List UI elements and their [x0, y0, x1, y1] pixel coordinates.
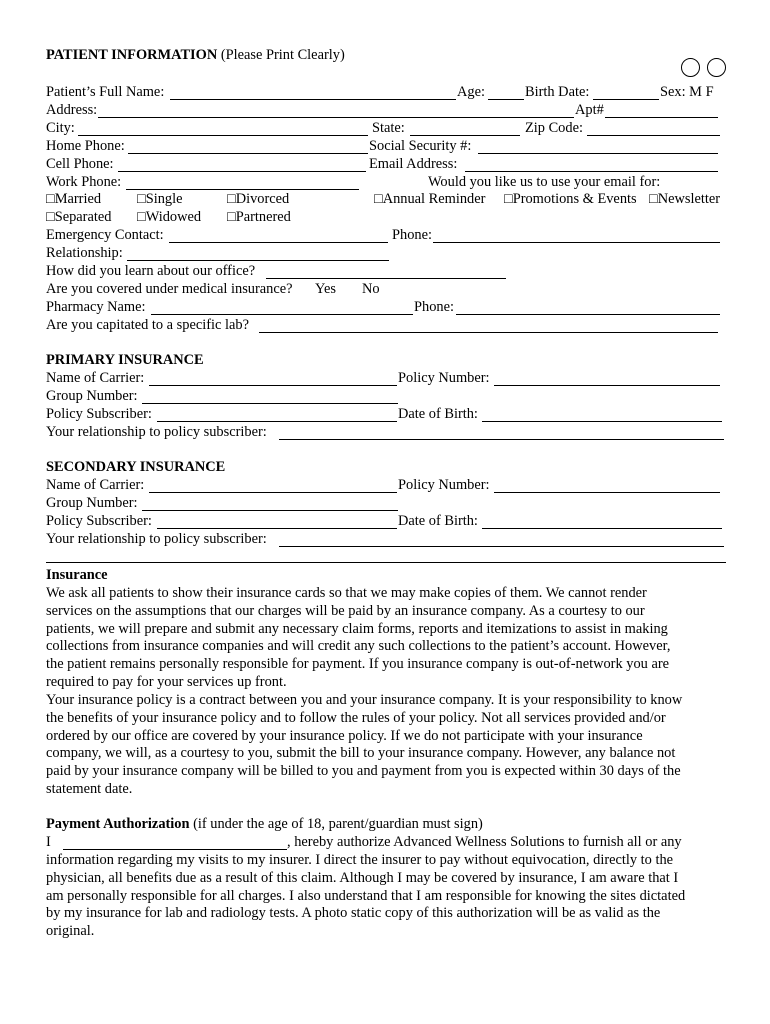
email-use-question: Would you like us to use your email for: [428, 174, 661, 190]
pharmacy-phone-field[interactable] [456, 299, 720, 315]
emergency-phone-field[interactable] [433, 227, 720, 243]
paragraph-line: company, we will, as a courtesy to you, submit the bill to your insurance company. However, any balance not [46, 745, 676, 762]
emergency-contact-field[interactable] [169, 227, 388, 243]
widowed-checkbox[interactable]: □Widowed [137, 209, 202, 225]
primary-policy-number-label: Policy Number: [398, 370, 490, 386]
referral-question: How did you learn about our office? [46, 263, 256, 279]
paragraph-line: am personally responsible for all charges. I also understand that I am responsible for knowing the sites dictated [46, 887, 686, 904]
relationship-label: Relationship: [46, 245, 123, 261]
primary-subscriber-label: Policy Subscriber: [46, 406, 152, 422]
paragraph-line: patients, we will prepare and submit any necessary claim forms, reports and itemizations to assist in making [46, 620, 668, 637]
married-checkbox[interactable]: □Married [46, 191, 102, 207]
zip-field[interactable] [587, 120, 720, 136]
divorced-checkbox[interactable]: □Divorced [227, 191, 290, 207]
insurance-question: Are you covered under medical insurance? [46, 281, 293, 297]
sex-label[interactable]: Sex: M F [660, 84, 714, 100]
full-name-label: Patient’s Full Name: [46, 84, 165, 100]
lab-field[interactable] [259, 317, 718, 333]
ssn-field[interactable] [478, 138, 718, 154]
pharmacy-phone-label: Phone: [414, 299, 454, 315]
secondary-relationship-field[interactable] [279, 531, 724, 547]
primary-relationship-label: Your relationship to policy subscriber: [46, 424, 267, 440]
paragraph-line: We ask all patients to show their insurance cards so that we may make copies of them. We cannot render [46, 585, 647, 601]
emergency-contact-label: Emergency Contact: [46, 227, 164, 243]
paragraph-line: the patient remains personally responsible for payment. If you insurance company is out-of-network you are [46, 656, 670, 673]
age-label: Age: [457, 84, 485, 100]
primary-group-number-field[interactable] [142, 388, 398, 404]
paragraph-line: services on the assumptions that our charges will be paid by an insurance company. As a courtesy to our [46, 602, 645, 619]
circle-icon [707, 58, 726, 77]
payment-authorization-heading [46, 815, 483, 833]
work-phone-label: Work Phone: [46, 174, 122, 190]
apt-label: Apt# [575, 102, 604, 118]
secondary-carrier-field[interactable] [149, 477, 397, 493]
paragraph-line: physician, all benefits due as a result of this claim. Although I may be covered by insurance, I am aware that I [46, 869, 679, 886]
paragraph-line: Your insurance policy is a contract between you and your insurance company. It is your responsibility to know [46, 692, 683, 708]
page-title [46, 46, 345, 64]
paragraph-line: statement date. [46, 781, 133, 797]
ssn-label: Social Security #: [369, 138, 472, 154]
circle-icon [681, 58, 700, 77]
title-text: PATIENT INFORMATION [46, 47, 218, 63]
home-phone-label: Home Phone: [46, 138, 125, 154]
secondary-dob-field[interactable] [482, 513, 722, 529]
paragraph-line: paid by your insurance company will be billed to you and payment from you is expected within 30 days of the [46, 763, 681, 780]
separated-checkbox[interactable]: □Separated [46, 209, 112, 225]
referral-field[interactable] [266, 263, 506, 279]
email-label: Email Address: [369, 156, 458, 172]
zip-label: Zip Code: [525, 120, 583, 136]
subtitle-text: (Please Print Clearly) [220, 47, 345, 63]
payment-authorization-note: (if under the age of 18, parent/guardian must sign) [193, 816, 483, 832]
secondary-insurance-title: SECONDARY INSURANCE [46, 459, 226, 475]
single-checkbox[interactable]: □Single [137, 191, 183, 207]
primary-carrier-label: Name of Carrier: [46, 370, 145, 386]
apt-field[interactable] [605, 102, 718, 118]
insurance-yes-option[interactable]: Yes [315, 281, 336, 297]
primary-dob-label: Date of Birth: [398, 406, 478, 422]
primary-relationship-field[interactable] [279, 424, 724, 440]
primary-dob-field[interactable] [482, 406, 722, 422]
section-divider [46, 562, 726, 563]
city-field[interactable] [78, 120, 368, 136]
paragraph-line: collections from insurance companies and will credit any such collections to the patient’s account. However, [46, 638, 671, 655]
primary-carrier-field[interactable] [149, 370, 397, 386]
paragraph-line: by my insurance for lab and radiology tests. A photo static copy of this authorization will be as valid as the [46, 905, 661, 922]
newsletter-checkbox[interactable]: □Newsletter [649, 191, 721, 207]
primary-subscriber-field[interactable] [157, 406, 397, 422]
pharmacy-field[interactable] [151, 299, 413, 315]
birth-date-label: Birth Date: [525, 84, 590, 100]
state-label: State: [372, 120, 405, 136]
birth-date-field[interactable] [593, 84, 659, 100]
address-label: Address: [46, 102, 98, 118]
paragraph-line: original. [46, 923, 95, 940]
insurance-no-option[interactable]: No [362, 281, 380, 297]
pharmacy-label: Pharmacy Name: [46, 299, 146, 315]
secondary-dob-label: Date of Birth: [398, 513, 478, 529]
secondary-group-number-field[interactable] [142, 495, 398, 511]
work-phone-field[interactable] [126, 174, 359, 190]
secondary-carrier-label: Name of Carrier: [46, 477, 145, 493]
email-field[interactable] [465, 156, 718, 172]
primary-policy-number-field[interactable] [494, 370, 720, 386]
payment-authorization-title: Payment Authorization [46, 816, 190, 832]
secondary-group-number-label: Group Number: [46, 495, 138, 511]
home-phone-field[interactable] [128, 138, 368, 154]
primary-group-number-label: Group Number: [46, 388, 138, 404]
lab-question: Are you capitated to a specific lab? [46, 317, 249, 333]
city-label: City: [46, 120, 75, 136]
full-name-field[interactable] [170, 84, 456, 100]
state-field[interactable] [410, 120, 520, 136]
annual-reminder-checkbox[interactable]: □Annual Reminder [374, 191, 486, 207]
address-field[interactable] [98, 102, 574, 118]
secondary-subscriber-field[interactable] [157, 513, 397, 529]
cell-phone-field[interactable] [118, 156, 366, 172]
partnered-checkbox[interactable]: □Partnered [227, 209, 291, 225]
insurance-section-title: Insurance [46, 567, 108, 583]
age-field[interactable] [488, 84, 524, 100]
primary-insurance-title: PRIMARY INSURANCE [46, 352, 204, 368]
secondary-relationship-label: Your relationship to policy subscriber: [46, 531, 267, 547]
authorization-name-field[interactable] [63, 834, 287, 850]
cell-phone-label: Cell Phone: [46, 156, 114, 172]
paragraph-line: required to pay for your services up front. [46, 674, 287, 690]
paragraph-line: information regarding my visits to my insurer. I direct the insurer to pay without equivocation, directly to the [46, 852, 674, 868]
paragraph-line: ordered by our office are covered by your insurance policy. If we do not participate with your insurance [46, 727, 643, 744]
secondary-policy-number-label: Policy Number: [398, 477, 490, 493]
authorization-suffix: , hereby authorize Advanced Wellness Solutions to furnish all or any [287, 834, 682, 850]
relationship-field[interactable] [127, 245, 389, 261]
authorization-prefix: I [46, 834, 51, 850]
promotions-checkbox[interactable]: □Promotions & Events [504, 191, 637, 207]
paragraph-line: the benefits of your insurance policy and to follow the rules of your policy. Not all services provided and/or [46, 709, 666, 726]
secondary-policy-number-field[interactable] [494, 477, 720, 493]
emergency-phone-label: Phone: [392, 227, 432, 243]
secondary-subscriber-label: Policy Subscriber: [46, 513, 152, 529]
